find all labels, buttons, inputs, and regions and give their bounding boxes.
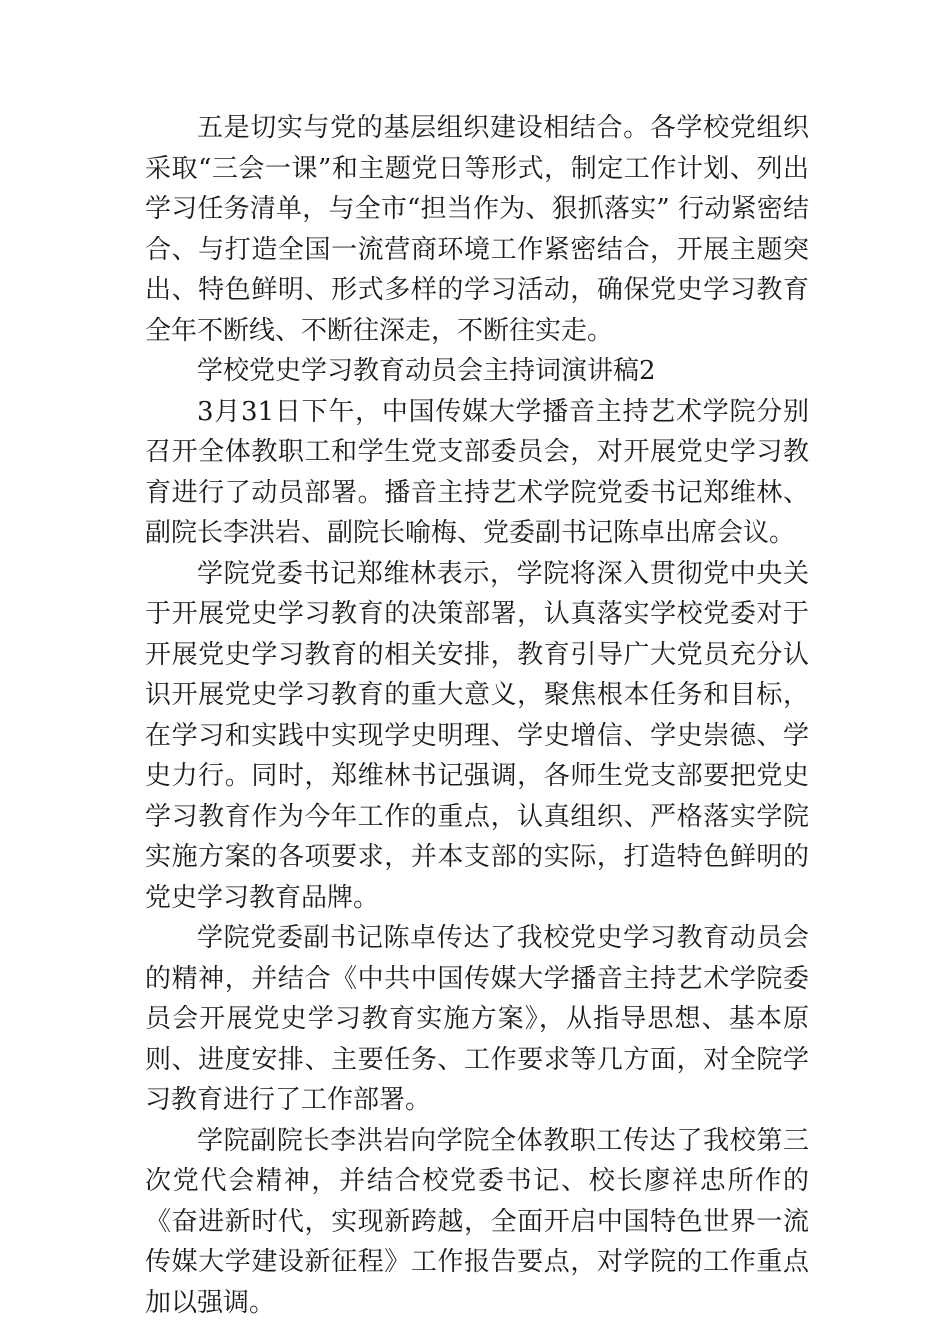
paragraph-secretary-remarks: 学院党委书记郑维林表示，学院将深入贯彻党中央关于开展党史学习教育的决策部署，认真落实学校党委对于开展党史学习教育的相关安排，教育引导广大党员充分认识开展党史学习教育的重大意义，聚焦根本任务和目标，在学习和实践中实现学史明理、学史增信、学史崇德、学史力行。同时，郑维林书记强调，各师生党支部要把党史学习教育作为今年工作的重点，认真组织、严格落实学院实施方案的各项要求，并本支部的实际，打造特色鲜明的党史学习教育品牌。 <box>145 558 809 913</box>
paragraph-deputy-secretary: 学院党委副书记陈卓传达了我校党史学习教育动员会的精神，并结合《中共中国传媒大学播音主持艺术学院委员会开展党史学习教育实施方案》，从指导思想、基本原则、进度安排、主要任务、工作要求等几方面，对全院学习教育进行了工作部署。 <box>145 923 809 1115</box>
document-page <box>145 108 809 1323</box>
section-heading: 学校党史学习教育动员会主持词演讲稿2 <box>197 356 656 386</box>
paragraph-meeting-intro: 3月31日下午，中国传媒大学播音主持艺术学院分别召开全体教职工和学生党支部委员会，对开展党史学习教育进行了动员部署。播音主持艺术学院党委书记郑维林、副院长李洪岩、副院长喻梅、党委副书记陈卓出席会议。 <box>145 396 809 548</box>
paragraph-five-combination: 五是切实与党的基层组织建设相结合。各学校党组织采取“三会一课”和主题党日等形式，制定工作计划、列出学习任务清单，与全市“担当作为、狠抓落实” 行动紧密结合、与打造全国一流营商环境工作紧密结合，开展主题突出、特色鲜明、形式多样的学习活动，确保党史学习教育全年不断线、不断往深走，不断往实走。 <box>145 113 809 346</box>
paragraph-vice-dean: 学院副院长李洪岩向学院全体教职工传达了我校第三次党代会精神，并结合校党委书记、校长廖祥忠所作的《奋进新时代，实现新跨越，全面开启中国特色世界一流传媒大学建设新征程》工作报告要点，对学院的工作重点加以强调。 <box>145 1125 809 1318</box>
